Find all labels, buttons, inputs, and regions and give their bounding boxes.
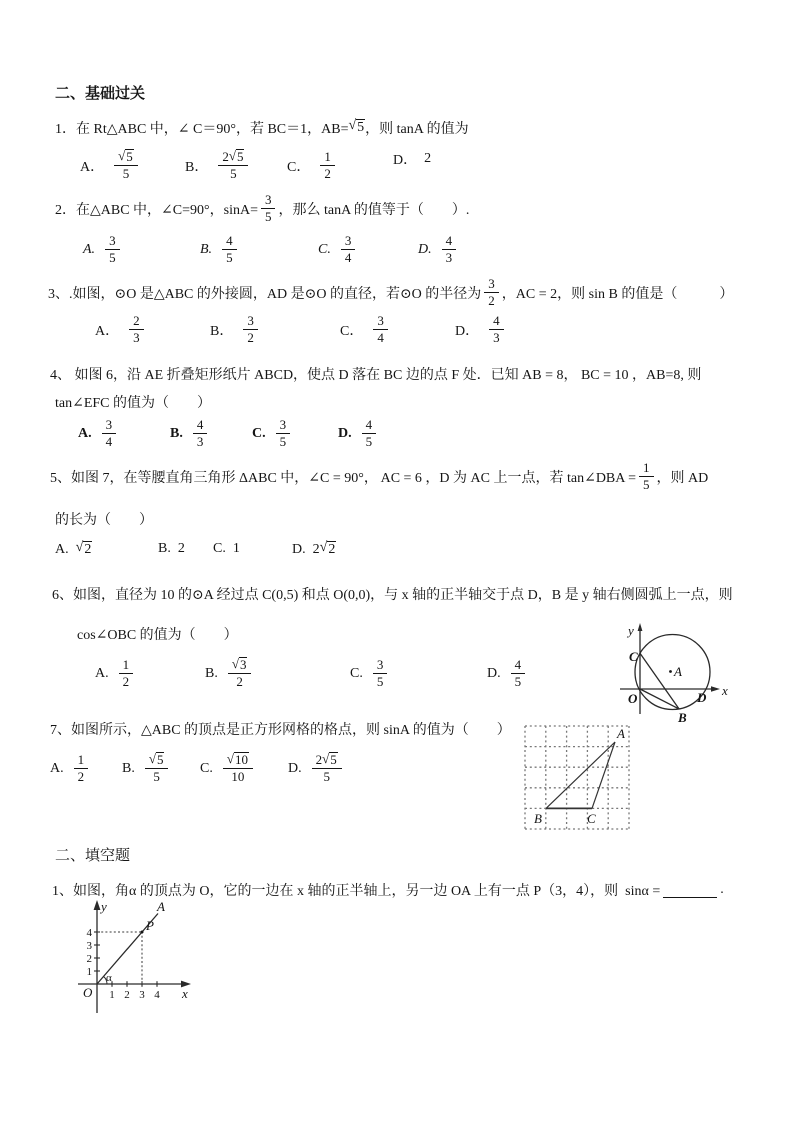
fill1-text-pre: 1、如图，角α 的顶点为 O，它的一边在 x 轴的正半轴上，另一边 OA 上有一点 P（3，4），则 sinα = bbox=[52, 884, 661, 899]
answer-blank bbox=[663, 882, 717, 898]
axis-label-y: y bbox=[628, 623, 634, 638]
coefficient: 2 bbox=[312, 541, 320, 557]
radical-sign: √ bbox=[118, 148, 126, 163]
fraction-numerator: 3 bbox=[261, 192, 276, 209]
fraction-numerator: 4 bbox=[511, 657, 526, 674]
option-label: D． bbox=[455, 323, 480, 339]
q5-statement-line2: 的长为（ ） bbox=[55, 513, 153, 528]
fraction bbox=[223, 752, 253, 785]
q3-options bbox=[0, 313, 793, 355]
q1-text-pre: 1．在 Rt△ABC 中，∠ C＝90°，若 BC＝1，AB= bbox=[55, 122, 349, 137]
radical-sign: √ bbox=[148, 751, 156, 766]
circle-figure bbox=[612, 618, 737, 733]
q5-options bbox=[0, 541, 793, 563]
point-label-o: O bbox=[628, 691, 638, 706]
fraction-numerator: 1 bbox=[119, 657, 134, 674]
fraction-numerator: 4 bbox=[193, 417, 208, 434]
sqrt-expression bbox=[322, 752, 338, 768]
point-label-c: C bbox=[629, 649, 638, 664]
radicand: 2 bbox=[328, 542, 336, 557]
fill1-text-post: . bbox=[720, 882, 724, 897]
fraction-numerator: 3 bbox=[373, 657, 388, 674]
fraction-denominator: 2 bbox=[122, 674, 130, 690]
q3-option-c bbox=[340, 313, 391, 347]
option-label: A. bbox=[55, 541, 69, 557]
q1-option-d bbox=[393, 149, 431, 169]
fraction-denominator: 5 bbox=[109, 250, 116, 266]
sqrt-expression bbox=[149, 752, 165, 768]
fraction-numerator bbox=[218, 149, 248, 166]
fraction bbox=[222, 233, 237, 267]
option-label: D. bbox=[487, 665, 501, 681]
fraction bbox=[193, 417, 208, 451]
radical-sign: √ bbox=[348, 118, 357, 134]
option-label: A. bbox=[83, 241, 96, 257]
option-label: B. bbox=[122, 760, 135, 776]
option-label: A. bbox=[78, 425, 92, 441]
center-dot bbox=[669, 670, 672, 673]
point-label-a: A bbox=[157, 899, 165, 914]
fraction-numerator: 1 bbox=[74, 752, 89, 769]
radical-sign: √ bbox=[231, 656, 239, 671]
radical-sign: √ bbox=[322, 751, 330, 767]
radical-sign: √ bbox=[226, 751, 234, 766]
q5-text-post: ，则 AD bbox=[656, 470, 709, 486]
fraction-denominator: 3 bbox=[493, 330, 500, 346]
option-label: C． bbox=[340, 323, 364, 339]
fraction bbox=[341, 233, 356, 267]
radicand: 10 bbox=[234, 752, 248, 767]
fraction-numerator: 3 bbox=[373, 313, 388, 330]
fraction bbox=[373, 313, 388, 347]
fraction bbox=[511, 657, 526, 691]
q1-text-post: ，则 tanA 的值为 bbox=[365, 122, 469, 137]
fraction-numerator: 4 bbox=[489, 313, 504, 330]
radicand: 5 bbox=[330, 752, 337, 768]
option-label: D. bbox=[288, 760, 302, 776]
coordinate-figure bbox=[55, 896, 205, 1018]
sqrt-expression bbox=[229, 149, 245, 165]
fraction bbox=[218, 149, 248, 183]
fraction-numerator: 4 bbox=[362, 417, 377, 434]
option-value: 2 bbox=[177, 541, 185, 556]
fraction-numerator: 3 bbox=[276, 417, 291, 434]
q7-statement: 7、如图所示，△ABC 的顶点是正方形网格的格点，则 sinA 的值为（ ） bbox=[50, 723, 511, 738]
q2-statement bbox=[55, 192, 469, 226]
radical-sign: √ bbox=[228, 148, 236, 164]
fraction bbox=[484, 276, 499, 310]
axis-label-y: y bbox=[101, 899, 107, 914]
sqrt-expression bbox=[118, 149, 134, 165]
fraction-denominator: 5 bbox=[226, 250, 233, 266]
q1-options bbox=[0, 149, 793, 191]
fraction-numerator: 3 bbox=[105, 233, 120, 250]
q4-options bbox=[0, 417, 793, 459]
fraction-denominator: 5 bbox=[643, 477, 650, 493]
option-label: D. bbox=[418, 241, 432, 257]
triangle-side-ba bbox=[546, 742, 615, 808]
fraction bbox=[276, 417, 291, 451]
q2-option-c bbox=[318, 233, 358, 267]
option-label: D． bbox=[393, 153, 418, 168]
sqrt-expression bbox=[320, 541, 337, 558]
triangle-side-ca bbox=[592, 742, 615, 808]
radicand: 3 bbox=[239, 657, 247, 672]
fraction bbox=[105, 233, 120, 267]
option-label: B. bbox=[200, 241, 213, 257]
sqrt-expression bbox=[227, 752, 249, 768]
section2-title: 二、填空题 bbox=[55, 848, 131, 864]
fraction-denominator: 2 bbox=[488, 293, 495, 309]
fraction bbox=[114, 149, 138, 182]
coefficient: 2 bbox=[222, 149, 229, 164]
q5-option-b bbox=[158, 541, 185, 557]
option-label: C. bbox=[350, 665, 363, 681]
fraction bbox=[362, 417, 377, 451]
point-p-dot bbox=[141, 931, 144, 934]
point-label-b: B bbox=[678, 710, 687, 725]
sqrt-expression bbox=[232, 657, 248, 673]
section1-title: 二、基础过关 bbox=[55, 86, 146, 102]
angle-label-alpha: α bbox=[106, 972, 112, 984]
q6-statement-line2: cos∠OBC 的值为（ ） bbox=[77, 628, 238, 643]
grid-figure bbox=[523, 724, 633, 834]
fraction bbox=[312, 752, 342, 786]
option-label: C. bbox=[252, 425, 266, 441]
fraction-numerator bbox=[312, 752, 342, 769]
q4-option-d bbox=[338, 417, 379, 451]
q2-text-post: ，那么 tanA 的值等于（ ）. bbox=[278, 202, 470, 218]
q7-option-b bbox=[122, 752, 171, 785]
fraction bbox=[145, 752, 169, 785]
fraction-denominator: 5 bbox=[230, 166, 237, 182]
y-tick-label: 3 bbox=[86, 940, 92, 952]
y-axis-arrow-icon bbox=[638, 623, 643, 631]
fraction-numerator: 3 bbox=[484, 276, 499, 293]
y-axis-arrow-icon bbox=[94, 900, 101, 910]
q5-text-pre: 5、如图 7，在等腰直角三角形 ΔABC 中，∠C = 90°， AC = 6 ，D 为 AC 上一点，若 tan∠DBA = bbox=[50, 470, 636, 486]
q7-option-d bbox=[288, 752, 345, 786]
fraction-numerator bbox=[145, 752, 169, 769]
q3-option-d bbox=[455, 313, 507, 347]
q6-option-a bbox=[95, 657, 136, 691]
axis-label-x: x bbox=[722, 683, 728, 698]
fraction-denominator: 5 bbox=[514, 674, 522, 690]
point-label-p: P bbox=[146, 918, 154, 933]
fraction-denominator: 4 bbox=[377, 330, 384, 346]
option-label: A. bbox=[50, 760, 64, 776]
fraction-denominator: 10 bbox=[231, 768, 245, 784]
fraction-denominator: 5 bbox=[323, 769, 330, 785]
x-tick-label: 4 bbox=[154, 989, 160, 1001]
radicand: 5 bbox=[236, 149, 244, 165]
fraction-denominator: 3 bbox=[196, 434, 204, 450]
q7-option-c bbox=[200, 752, 256, 785]
option-value: 2 bbox=[424, 151, 432, 166]
q6-option-b bbox=[205, 657, 254, 690]
q1-option-c bbox=[287, 149, 338, 183]
fraction-denominator: 2 bbox=[247, 330, 254, 346]
fraction-denominator: 5 bbox=[264, 209, 272, 225]
point-label-a: A bbox=[674, 664, 682, 679]
q3-statement bbox=[48, 276, 733, 310]
option-label: A． bbox=[95, 323, 120, 339]
point-label-b: B bbox=[534, 811, 542, 826]
radicand: 5 bbox=[156, 752, 164, 767]
point-label-c: C bbox=[587, 811, 596, 826]
chord-cb bbox=[640, 653, 679, 709]
fraction bbox=[228, 657, 252, 690]
option-label: B. bbox=[205, 665, 218, 681]
option-label: B. bbox=[158, 541, 171, 556]
q7-options bbox=[0, 752, 793, 794]
q2-option-d bbox=[418, 233, 459, 267]
q5-option-a bbox=[55, 541, 92, 558]
fraction bbox=[261, 192, 276, 226]
q7-option-a bbox=[50, 752, 91, 786]
x-axis-arrow-icon bbox=[711, 686, 720, 692]
sqrt-expression bbox=[348, 119, 365, 136]
fraction bbox=[243, 313, 258, 347]
fraction-denominator: 4 bbox=[105, 434, 113, 450]
fraction bbox=[320, 149, 335, 183]
fraction-numerator: 1 bbox=[320, 149, 335, 166]
fraction-denominator: 5 bbox=[122, 165, 130, 181]
fraction bbox=[74, 752, 89, 786]
fraction bbox=[129, 313, 144, 347]
q3-text-pre: 3、.如图，⊙O 是△ABC 的外接圆，AD 是⊙O 的直径，若⊙O 的半径为 bbox=[48, 286, 482, 302]
fraction bbox=[442, 233, 457, 267]
fraction-numerator: 3 bbox=[102, 417, 117, 434]
q4-option-b bbox=[170, 417, 210, 451]
q4-statement-line2: tan∠EFC 的值为（ ） bbox=[55, 396, 212, 411]
q5-option-d bbox=[292, 541, 336, 558]
q4-option-c bbox=[252, 417, 293, 451]
option-label: A. bbox=[95, 665, 109, 681]
fraction-numerator: 3 bbox=[341, 233, 356, 250]
radicand: 5 bbox=[357, 120, 365, 136]
option-label: B． bbox=[185, 159, 209, 175]
fraction bbox=[639, 460, 654, 494]
fraction-numerator: 1 bbox=[639, 460, 654, 477]
fraction bbox=[489, 313, 504, 347]
fraction-numerator: 3 bbox=[243, 313, 258, 330]
point-label-a: A bbox=[617, 726, 625, 741]
q1-statement bbox=[55, 118, 469, 138]
q2-options bbox=[0, 233, 793, 275]
fraction-numerator bbox=[114, 149, 138, 166]
fraction bbox=[102, 417, 117, 451]
origin-label-o: O bbox=[83, 985, 93, 1000]
coefficient: 2 bbox=[315, 752, 323, 767]
q4-option-a bbox=[78, 417, 119, 451]
y-tick-label: 1 bbox=[86, 966, 92, 978]
q2-option-a bbox=[83, 233, 123, 267]
sqrt-expression bbox=[76, 541, 93, 558]
option-label: C. bbox=[213, 541, 226, 556]
q3-option-a bbox=[95, 313, 147, 347]
fraction-numerator: 4 bbox=[222, 233, 237, 250]
fraction-denominator: 2 bbox=[77, 769, 85, 785]
option-label: C. bbox=[318, 241, 331, 257]
fraction-numerator bbox=[228, 657, 252, 674]
option-label: B. bbox=[170, 425, 183, 441]
option-label: C． bbox=[287, 159, 311, 175]
fraction-denominator: 5 bbox=[279, 434, 287, 450]
q3-option-b bbox=[210, 313, 261, 347]
q6-option-c bbox=[350, 657, 390, 691]
option-label: D. bbox=[338, 425, 352, 441]
radicand: 2 bbox=[84, 542, 92, 557]
fraction-denominator: 5 bbox=[376, 674, 384, 690]
q1-option-b bbox=[185, 149, 251, 183]
fraction-denominator: 5 bbox=[153, 768, 160, 784]
radicand: 5 bbox=[126, 149, 133, 164]
q5-statement bbox=[50, 460, 708, 494]
q3-text-post: ，AC = 2，则 sin B 的值是（ ） bbox=[501, 286, 734, 302]
fraction-denominator: 5 bbox=[365, 434, 373, 450]
q5-option-c bbox=[213, 541, 240, 557]
option-label: A． bbox=[80, 159, 105, 175]
fraction-numerator: 2 bbox=[129, 313, 144, 330]
fraction-denominator: 4 bbox=[344, 250, 352, 266]
fraction-denominator: 2 bbox=[324, 166, 331, 182]
fraction bbox=[119, 657, 134, 691]
x-tick-label: 2 bbox=[124, 989, 130, 1001]
fraction-denominator: 2 bbox=[236, 673, 243, 689]
fraction-numerator bbox=[223, 752, 253, 769]
fraction-numerator: 4 bbox=[442, 233, 457, 250]
fraction-denominator: 3 bbox=[445, 250, 453, 266]
option-value: 1 bbox=[232, 541, 240, 556]
y-tick-label: 4 bbox=[86, 927, 92, 939]
radical-sign: √ bbox=[319, 540, 328, 555]
q1-option-a bbox=[80, 149, 141, 182]
radical-sign: √ bbox=[75, 540, 84, 555]
x-tick-label: 3 bbox=[139, 989, 145, 1001]
q2-text-pre: 2．在△ABC 中，∠C=90°，sinA= bbox=[55, 202, 258, 218]
option-label: D. bbox=[292, 541, 306, 557]
q6-statement-line1: 6、如图，直径为 10 的⊙A 经过点 C(0,5) 和点 O(0,0)，与 x 轴的正半轴交于点 D，B 是 y 轴右侧圆弧上一点，则 bbox=[52, 588, 733, 603]
fraction bbox=[373, 657, 388, 691]
q6-option-d bbox=[487, 657, 528, 691]
q4-statement-line1: 4、 如图 6，沿 AE 折叠矩形纸片 ABCD，使点 D 落在 BC 边的点 F 处．已知 AB = 8， BC = 10 ，AB=8, 则 bbox=[50, 368, 702, 383]
x-tick-label: 1 bbox=[109, 989, 115, 1001]
fraction-denominator: 3 bbox=[133, 330, 140, 346]
option-label: C. bbox=[200, 760, 213, 776]
q2-option-b bbox=[200, 233, 240, 267]
point-label-d: D bbox=[697, 690, 707, 705]
y-tick-label: 2 bbox=[86, 953, 92, 965]
axis-label-x: x bbox=[182, 986, 188, 1001]
option-label: B． bbox=[210, 323, 234, 339]
